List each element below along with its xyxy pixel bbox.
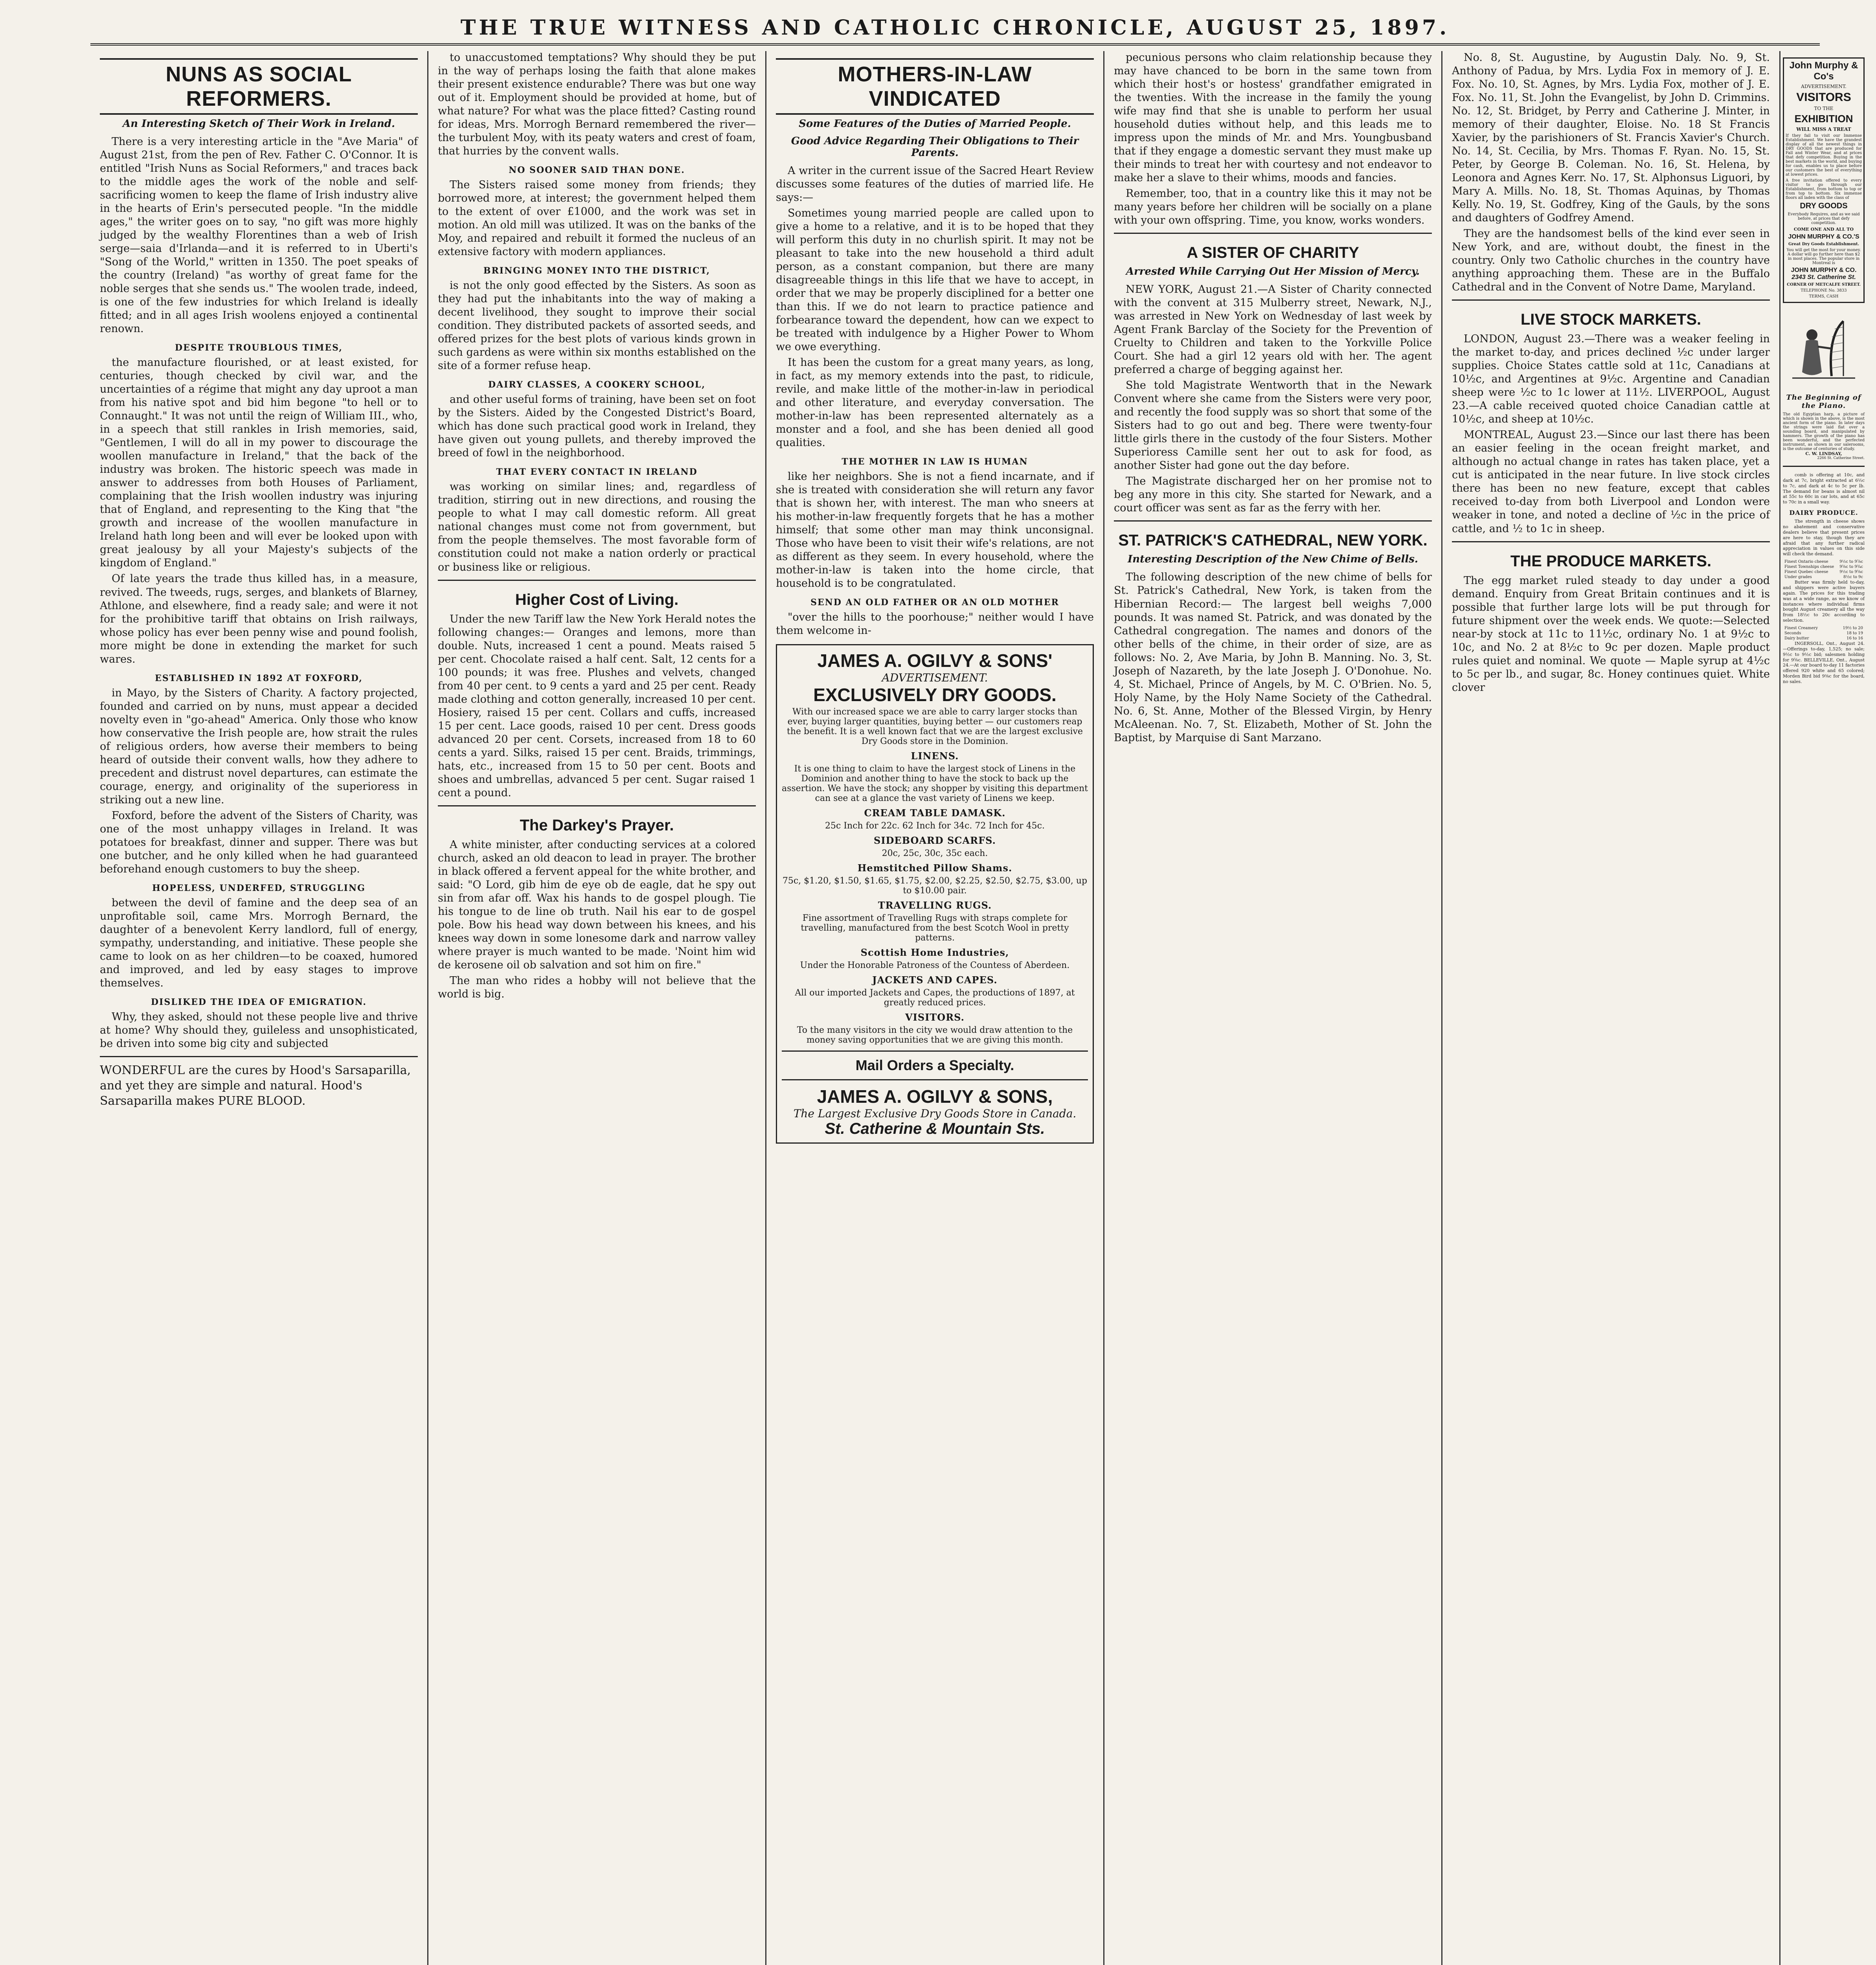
price-row <box>1783 626 1865 631</box>
article-paragraph: The Magistrate discharged her on her promise not to beg any more in this city. She started for Newark, and a court officer was sent as far as the ferry with her. <box>1114 475 1432 514</box>
ad-title: JAMES A. OGILVY & SONS' <box>817 650 1053 671</box>
dairy-produce-title: DAIRY PRODUCE. <box>1789 509 1858 517</box>
article-subtitle: Interesting Description of the New Chime of Bells. <box>1128 553 1418 566</box>
article-paragraph: Sometimes young married people are called upon to give a home to a relative, and it is to be hoped that they will perform this duty in no churlish spirit. It may not be pleasant to take into the new household a third adult person, as a constant companion, but there are many disagreeable things in this life that we have to accept, in order that we may be properly disciplined for a better one than this. If we do not learn to practice patience and forbearance toward the dependent, how can we expect to be treated with indulgence by a Higher Power to Whom we owe everything. <box>776 207 1094 353</box>
ad-text: 25c Inch for 22c. 62 Inch for 34c. 72 Inch for 45c. <box>825 821 1045 831</box>
article-paragraph: It has been the custom for a great many years, as long, in fact, as my memory extends into the past, to ridicule, revile, and make little of the mother-in-law in periodical and other literature, and everyday conversation. The mother-in-law has been represented alternately as a monster and a fool, and she has been denied all good qualities. <box>776 356 1094 449</box>
ad-dry-goods: DRY GOODS <box>1800 202 1848 210</box>
column-2 <box>428 51 766 1965</box>
ad-heading: EXCLUSIVELY DRY GOODS. <box>813 684 1057 705</box>
ad-tagline: The Largest Exclusive Dry Goods Store in Canada. <box>793 1107 1077 1120</box>
piano-signature: C. W. LINDSAY, <box>1805 451 1842 456</box>
ad-text: You will get the most for your money. A dollar will go further here than $2 in most places. The popular store in Montreal is <box>1786 248 1861 265</box>
article-paragraph: "over the hills to the poorhouse;" neither would I have them welcome in- <box>776 611 1094 637</box>
article-title-live-stock: LIVE STOCK MARKETS. <box>1520 311 1701 329</box>
divider <box>1783 466 1865 467</box>
column-3 <box>766 51 1104 1965</box>
article-paragraph: to unaccustomed temptations? Why should they be put in the way of perhaps losing the faith that alone makes their present existence endurable? There was but one way out of it. Employment should be provided at home, but of what nature? For what was the place fitted? Casting round for ideas, Mrs. Morrogh Bernard remembered the river—the turbulent Moy, with its peaty waters and crest of foam, that hurries by the convent walls. <box>438 51 756 158</box>
article-paragraph: Remember, too, that in a country like this it may not be many years before her children will be socially on a plane with your own offspring. Time, you know, works wonders. <box>1114 187 1432 227</box>
price-label: Finest Townships cheese <box>1784 565 1834 569</box>
ad-label: ADVERTISEMENT. <box>882 671 988 684</box>
cheese-price-table <box>1783 559 1865 580</box>
price-value: 9½c to 9⅞c <box>1839 560 1863 564</box>
price-value: 18 to 19 <box>1847 631 1863 636</box>
ad-subheading: TRAVELLING RUGS. <box>878 899 992 911</box>
article-title-st-patricks: ST. PATRICK'S CATHEDRAL, NEW YORK. <box>1118 532 1428 549</box>
ad-corner: CORNER OF METCALFE STREET. <box>1787 283 1861 287</box>
divider <box>438 805 756 806</box>
article-paragraph: Butter was firmly held to-day, and shippers were active buyers again. The prices for this trading was at a wide range, as we know of instances where individual firms bought August creamery all the way from 18½c to 20c according to selection. <box>1783 580 1865 623</box>
article-subtitle-2: Good Advice Regarding Their Obligations to Their Parents. <box>791 135 1079 159</box>
price-value: 9⅝c to 9¾c <box>1839 565 1863 569</box>
article-title-cost-of-living: Higher Cost of Living. <box>515 591 679 608</box>
ad-address: 2343 St. Catherine St. <box>1791 274 1856 281</box>
ad-text: To the many visitors in the city we would draw attention to the money saving opportunities that we are giving this month. <box>797 1025 1073 1045</box>
piano-title: The Beginning of the Piano. <box>1786 393 1861 410</box>
column-4 <box>1104 51 1442 1965</box>
ad-subheading: Hemstitched Pillow Shams. <box>857 862 1012 874</box>
section-heading: HOPELESS, UNDERFED, STRUGGLING <box>152 883 366 893</box>
egyptian-harp-illustration <box>1783 313 1865 384</box>
column-1 <box>90 51 428 1965</box>
article-paragraph: between the devil of famine and the deep sea of an unprofitable soil, came Mrs. Morrogh Bernard, the daughter of a benevolent Kerry landlord, full of energy, sympathy, understanding, and initiative. These people she came to look on as her children—to be coaxed, humored and improved, and led by easy stages to improve themselves. <box>100 896 418 989</box>
ad-label: ADVERTISEMENT. <box>1801 84 1847 89</box>
piano-text: The old Egyptian harp, a picture of which is shown in the above, is the most ancient form of the piano. In later days the strings were laid flat over a sounding board, and manipulated by hammers. The growth of the piano has been wonderful, and the perfected instrument, as shown in our salerooms, is the outcome of centuries of study. <box>1783 412 1865 451</box>
article-paragraph: Why, they asked, should not these people live and thrive at home? Why should they, guileless and unsophisticated, be driven into some big city and subjected <box>100 1010 418 1050</box>
section-heading: SEND AN OLD FATHER OR AN OLD MOTHER <box>810 597 1059 608</box>
article-paragraph: like her neighbors. She is not a fiend incarnate, and if she is treated with consideration she will return any favor that is shown her, with interest. The man who sneers at his mother-in-law frequently forgets that he has a mother himself; that some other man may think unconsignal. Those who have been to visit their wife's relations, are not as different as they seem. In every household, where the mother-in-law is taken into the home circle, that household is to be congratulated. <box>776 470 1094 590</box>
article-paragraph: The egg market ruled steady to day under a good demand. Enquiry from Great Britain continues and it is possible that further large lots will be put through for future shipment over the week ends. We quote:—Selected near-by stock at 11c to 11½c, ordinary No. 1 at 9½c to 10c, and No. 2 at 8½c to 9c per dozen. Maple product rules quiet and nominal. We quote — Maple syrup at 4½c to 5c per lb., and sugar, 8c. Honey continues quiet. White clover <box>1452 574 1770 694</box>
divider <box>1114 520 1432 522</box>
article-subtitle: Some Features of the Duties of Married People. <box>799 118 1071 130</box>
article-paragraph: was working on similar lines; and, regardless of tradition, stirring out in new directions, and rousing the people to what I may call domestic reform. All great national changes must come not from government, but from the people themselves. The most favorable form of constitution could not make a nation orderly or practical or business like or religious. <box>438 481 756 573</box>
section-heading: DISLIKED THE IDEA OF EMIGRATION. <box>151 997 367 1007</box>
ad-jm-name-2: JOHN MURPHY & CO. <box>1791 267 1857 274</box>
ad-jm-name: JOHN MURPHY & CO.'S <box>1788 233 1859 240</box>
article-paragraph: She told Magistrate Wentworth that in the Newark Convent where she came from the Sisters were very poor, and recently the food supply was so short that some of the Sisters had to go out and beg. There were twenty-four little girls there in the custody of the four Sisters. Mother Superioress Camille sent her out to ask for food, as another Sister had gone out the day before. <box>1114 379 1432 472</box>
butter-price-table <box>1783 626 1865 641</box>
divider <box>438 580 756 581</box>
article-paragraph: Under the new Tariff law the New York Herald notes the following changes:— Oranges and lemons, more than double. Nuts, increased 1 cent a pound. Meats raised 5 per cent. Chocolate raised a half cent. Salt, 12 cents for a 100 pounds; it was free. Plushes and velvets, changed from 40 per cent. to 9 cents a yard and 25 per cent. Ready made clothing and cotton generally, increased 10 per cent. Hosiery, raised 15 per cent. Collars and cuffs, increased 15 per cent. Lace goods, raised 10 per cent. Dress goods advanced 20 per cent. Corsets, increased from 18 to 60 cents a yard. Silks, raised 15 per cent. Braids, trimmings, hats, etc., increased from 15 to 50 per cent. Boots and shoes and umbrellas, advanced 5 per cent. Sugar raised 1 cent a pound. <box>438 613 756 799</box>
ad-subheading: CREAM TABLE DAMASK. <box>864 807 1006 819</box>
article-paragraph: The following description of the new chime of bells for St. Patrick's Cathedral, New York, is taken from the Hibernian Record:— The largest bell weighs 7,000 pounds. It was named St. Patrick, and was donated by the Cathedral congregation. The names and donors of the other bells of the chime, in their order of size, are as follows: No. 2, Ave Maria, by John B. Manning. No. 3, St. Joseph of Nazareth, by the late Joseph J. O'Donohue. No. 4, St. Michael, Prince of Angels, by M. C. O'Brien. No. 5, Holy Name, by the Holy Name Society of the Cathedral. No. 6, St. Anne, Mother of the Blessed Virgin, by Henry McAleenan. No. 7, St. Elizabeth, Mother of St. John the Baptist, by Marquise di Sant Marzano. <box>1114 571 1432 744</box>
ad-subheading: VISITORS. <box>905 1011 965 1023</box>
ad-text: If they fail to visit our Immense Establishment. We have the grandest display of all the newest things in DRY GOODS that are produced for Fall and Winter Wear, and at prices that defy competition. Buying in the best markets in the world, and buying for cash, enables us to place before our customers the best of everything at lowest prices. <box>1786 134 1862 177</box>
article-title-produce-markets: THE PRODUCE MARKETS. <box>1510 552 1712 570</box>
price-value: 9½c to 9⅝c <box>1839 570 1863 575</box>
price-row <box>1783 636 1865 641</box>
price-label: Finest Ontario cheese <box>1784 560 1828 564</box>
price-row <box>1783 569 1865 575</box>
ad-text: Everybody Requires, and as we said before, at prices that defy competition. <box>1788 212 1860 225</box>
price-label: Dairy butter <box>1784 636 1809 641</box>
masthead <box>90 16 1820 46</box>
article-paragraph: Of late years the trade thus killed has, in a measure, revived. The tweeds, rugs, serges, and blankets of Blarney, Athlone, and elsewhere, find a ready sale; and were it not for the prohibitive tariff that obtains on Irish railways, whose policy has ever been penny wise and pound foolish, more might be done in extending the market for such wares. <box>100 573 418 665</box>
ad-terms: TERMS, CASH <box>1809 294 1839 299</box>
article-title-nuns: NUNS AS SOCIAL REFORMERS. <box>100 58 418 115</box>
article-title-darkeys-prayer: The Darkey's Prayer. <box>520 816 674 834</box>
price-label: Finest Quebec cheese <box>1784 570 1828 575</box>
price-value: 8½c to 9c <box>1843 575 1863 580</box>
article-paragraph: They are the handsomest bells of the kind ever seen in New York, and are, without doubt, the finest in the country. Only two Catholic churches in the country have anything approaching them. These are in the Buffalo Cathedral and in the Convent of Notre Dame, Maryland. <box>1452 228 1770 294</box>
ad-text: All our imported Jackets and Capes, the productions of 1897, at greatly reduced prices. <box>795 988 1075 1008</box>
price-row <box>1783 564 1865 569</box>
article-paragraph: There is a very interesting article in the "Ave Maria" of August 21st, from the pen of Rev. Father C. O'Connor. It is entitled "Irish Nuns as Social Reformers," and traces back to the middle ages the work of the noble and self-sacrificing women to keep the flame of Irish industry alive in the hearts of Erin's persecuted people. "In the middle ages," the writer goes on to say, "no gift was more highly judged by the wealthy Florentines than a web of Irish serge—saia d'Irlanda—and it is referred to in Uberti's "Song of the World," written in 1350. The poet speaks of the country (Ireland) "as worthy of great fame for the noble serges that she sends us." The woolen trade, indeed, is one of the few industries for which Ireland is ideally fitted; and in all ages Irish woolens enjoyed a continental renown. <box>100 136 418 335</box>
article-paragraph: and other useful forms of training, have been set on foot by the Sisters. Aided by the Congested District's Board, which has done such practical good work in Ireland, they have given out young pullets, and thereby improved the breed of fowl in the neighborhood. <box>438 393 756 459</box>
article-paragraph: Foxford, before the advent of the Sisters of Charity, was one of the most unhappy villages in Ireland. It was potatoes for breakfast, dinner and supper. There was but one butcher, and he only killed when he had guaranteed beforehand enough customers to buy the sheep. <box>100 809 418 875</box>
article-paragraph: pecunious persons who claim relationship because they may have chanced to be born in the same town from which their host's or hostess' grandfather emigrated in the twenties. With the increase in the family the young wife may find that she is unable to perform her usual household duties without help, and this leads me to impress upon the minds of Mr. and Mrs. Youngbusband that if they engage a domestic servant they must make up their minds to treat her with courtesy and not endeavor to make her a slave to their whims, moods and fancies. <box>1114 51 1432 184</box>
piano-address: 2266 St. Catherine Street. <box>1817 456 1865 460</box>
divider <box>782 1079 1088 1080</box>
divider <box>1114 233 1432 234</box>
ad-subheading: JACKETS AND CAPES. <box>872 974 998 986</box>
ad-text: It is one thing to claim to have the largest stock of Linens in the Dominion and another thing to have the stock to back up the assertion. We have the stock; any shopper by visiting this department can see at a glance the vast variety of Linens we keep. <box>782 764 1088 803</box>
article-paragraph: A white minister, after conducting services at a colored church, asked an old deacon to lead in prayer. The brother in black offered a fervent appeal for the white brother, and said: "O Lord, gib him de eye ob de eagle, dat he spy out sin from afar off. Wax his hands to de gospel plough. Tie his tongue to de line ob truth. Nail his ear to de gospel pole. Bow his head way down between his knees, and his knees way down in some lonesome dark and narrow valley where prayer is much wanted to be made. 'Noint him wid de kerosene oil ob salvation and sot him on fire." <box>438 838 756 971</box>
article-paragraph: INGERSOLL, Ont., August 24.—Offerings to-day, 1,525; no sale; 9½c to 9½c bid; salesmen holding for 9⅝c. BELLEVILLE, Ont., August 24.—At our board to-day 11 factories offered 920 white and 65 colored; Morden Bird bid 9⅜c for the board, no sales. <box>1783 641 1865 685</box>
ad-text: 75c, $1.20, $1.50, $1.65, $1.75, $2.00, $2.25, $2.50, $2.75, $3.00, up to $10.00 pair. <box>782 876 1088 896</box>
ad-text: Fine assortment of Travelling Rugs with straps complete for travelling, manufactured from the best Scotch Wool in pretty patterns. <box>801 913 1069 943</box>
article-paragraph: the manufacture flourished, or at least existed, for centuries, though checked by civil war, and the uncertainties of a régime that might any day uproot a man from his native spot and bid him begone "to hell or to Connaught." It was not until the reign of William III., who, in a speech that still rankles in Irish memories, said, "Gentlemen, I will do all in my power to discourage the woollen manufacture in Ireland," that the back of the industry was broken. The historic speech was made in answer to addresses from both Houses of Parliament, complaining that the Irish woollen industry was injuring that of England, and representing to the King that "the growth and increase of the woollen manufacture in Ireland hath long been and will ever be looked upon with great jealousy by all your Majesty's subjects of the kingdom of England." <box>100 356 418 569</box>
price-value: 19½ to 20 <box>1843 626 1863 631</box>
ogilvy-advertisement <box>776 644 1094 1144</box>
price-row <box>1783 631 1865 636</box>
divider <box>100 1056 418 1057</box>
article-paragraph: comb is offering at 10c, and dark at 7c, bright extracted at 6½c to 7c, and dark at 4c to 5c per lb. The demand for beans is almost nil at 55c to 60c in car lots, and at 65c to 70c in a small way. <box>1783 472 1865 505</box>
divider <box>782 1050 1088 1052</box>
article-paragraph: LONDON, August 23.—There was a weaker feeling in the market to-day, and prices declined ½c under larger supplies. Choice States cattle sold at 11c, Canadians at 10½c, and Argentines at 9½c. Argentine and Canadian sheep were ½c to 1c lower at 11½. LIVERPOOL, August 23.—A cable received quoted choice Canadian cattle at 10½c, and sheep at 10½c. <box>1452 333 1770 426</box>
ad-company-name: JAMES A. OGILVY & SONS, <box>817 1086 1053 1107</box>
section-heading: THAT EVERY CONTACT IN IRELAND <box>496 467 698 477</box>
ad-telephone: TELEPHONE No. 3833 <box>1801 288 1847 293</box>
article-paragraph: The Sisters raised some money from friends; they borrowed more, at interest; the government helped them to the extent of over £1000, and the work was set in motion. An old mill was utilized. It was on the banks of the Moy, and repaired and rebuilt it formed the nucleus of an extensive factory with modern appliances. <box>438 179 756 258</box>
article-subtitle-nuns: An Interesting Sketch of Their Work in Ireland. <box>122 118 395 130</box>
divider <box>1452 541 1770 542</box>
divider <box>1452 299 1770 301</box>
ad-text: Under the Honorable Patroness of the Countess of Aberdeen. <box>800 960 1070 970</box>
ad-address: St. Catherine & Mountain Sts. <box>825 1120 1045 1137</box>
ad-subheading: SIDEBOARD SCARFS. <box>874 834 996 846</box>
article-paragraph: is not the only good effected by the Sisters. As soon as they had put the inhabitants into the way of making a decent livelihood, they sought to improve their social condition. They distributed packets of assorted seeds, and offered prizes for the best plots of various kinds grown in such gardens as were within six months established on the site of a former refuse heap. <box>438 279 756 372</box>
section-heading: NO SOONER SAID THAN DONE. <box>509 165 685 176</box>
ad-mail-orders: Mail Orders a Specialty. <box>855 1057 1014 1073</box>
ad-miss-treat: WILL MISS A TREAT <box>1796 127 1851 132</box>
article-paragraph: MONTREAL, August 23.—Since our last there has been an easier feeling in the ocean freight market, and although no actual change in rates has taken place, yet a cut is anticipated in the near future. In live stock circles there has been no new feature, except that cables received to-day from both Liverpool and London were weaker in tone, and noted a decline of ½c in the price of cattle, and ½ to 1c in sheep. <box>1452 429 1770 535</box>
section-heading: ESTABLISHED IN 1892 AT FOXFORD, <box>155 673 363 683</box>
section-heading: THE MOTHER IN LAW IS HUMAN <box>842 457 1028 467</box>
masthead-title: THE TRUE WITNESS AND CATHOLIC CHRONICLE, AUGUST 25, 1897. <box>460 16 1450 40</box>
john-murphy-advertisement <box>1783 57 1865 303</box>
ad-exhibition: EXHIBITION <box>1794 113 1853 125</box>
ad-text: 20c, 25c, 30c, 35c each. <box>882 848 988 858</box>
price-row <box>1783 575 1865 580</box>
price-value: 16 to 16 <box>1847 636 1863 641</box>
column-5 <box>1442 51 1780 1965</box>
article-paragraph: The man who rides a hobby will not believe that the world is big. <box>438 974 756 1000</box>
ad-text: A free invitation offered to every visitor to go through our Establishment, from bottom to top or from top to bottom. Six immense floors all laden with the class of <box>1786 178 1862 200</box>
article-subtitle: Arrested While Carrying Out Her Mission of Mercy. <box>1126 266 1420 278</box>
ad-text: With our increased space we are able to carry larger stocks than ever, buying larger quantities, buying better — our customers reap the benefit. It is a well known fact that we are the largest exclusive Dry Goods store in the Dominion. <box>787 707 1083 746</box>
price-label: Finest Creamery <box>1784 626 1818 631</box>
article-paragraph: NEW YORK, August 21.—A Sister of Charity connected with the convent at 315 Mulberry street, Newark, N.J., was arrested in New York on Wednesday of last week by Agent Frank Barclay of the Society for the Prevention of Cruelty to Children and taken to the Yorkville Police Court. She had a girl 12 years old with her. The agent preferred a charge of begging against her. <box>1114 283 1432 376</box>
ad-company-name: John Murphy & Co's <box>1789 60 1858 82</box>
article-paragraph: No. 8, St. Augustine, by Augustin Daly. No. 9, St. Anthony of Padua, by Mrs. Lydia Fox in memory of J. E. Fox. No. 10, St. Agnes, by Mrs. Lydia Fox, mother of J. E. Fox. No. 11, St. John the Evangelist, by John D. Crimmins. No. 12, St. Bridget, by Perry and Catherine J. Minter, in memory of their daughter, Eloise. No. 18 St Francis Xavier, by the parishioners of St. Francis Xavier's Church. No. 14, St. Cecilia, by Mrs. Thomas F. Ryan. No. 15, St. Peter, by George B. Coleman. No. 16, St. Helena, by Leonora and Agnes Kerr. No. 17, St. Alphonsus Liguori, by Mary A. Mills. No. 18, St. Thomas Aquinas, by Thomas Kelly. No. 19, St. Godfrey, King of the Gauls, by the sons and daughters of Godfrey Amend. <box>1452 51 1770 224</box>
hoods-sarsaparilla-ad: WONDERFUL are the cures by Hood's Sarsaparilla, and yet they are simple and natural. Hood's Sarsaparilla makes PURE BLOOD. <box>100 1063 411 1108</box>
price-row <box>1783 559 1865 564</box>
price-label: Seconds <box>1784 631 1801 636</box>
ad-great: Great Dry Goods Establishment. <box>1788 242 1859 246</box>
ad-subheading: LINENS. <box>911 750 959 762</box>
article-title-mothers-in-law: MOTHERS-IN-LAW VINDICATED <box>776 58 1094 115</box>
price-label: Under grades <box>1784 575 1812 580</box>
article-paragraph: in Mayo, by the Sisters of Charity. A factory projected, founded and carried on by nuns, must appear a decided novelty even in "go-ahead" America. Only those who know how conservative the Irish people are, how strait the rules of religious orders, how averse their members to being heard of outside their convent walls, how they adhere to precedent and distrust novel departures, can estimate the courage, energy, and originality of the superioress in striking out a new line. <box>100 687 418 806</box>
article-paragraph: A writer in the current issue of the Sacred Heart Review discusses some features of the duties of married life. He says:— <box>776 165 1094 204</box>
ad-visitors: VISITORS <box>1796 91 1851 104</box>
section-heading: DAIRY CLASSES, A COOKERY SCHOOL, <box>488 380 706 390</box>
ad-to-the: TO THE <box>1814 106 1834 111</box>
article-paragraph: The strength in cheese shows no abatement and conservative dealers believe that present prices are here to stay, though they are afraid that any further radical appreciation in values on this side will check the demand. <box>1783 519 1865 557</box>
section-heading: BRINGING MONEY INTO THE DISTRICT, <box>483 266 711 276</box>
column-6 <box>1780 51 1867 1965</box>
ad-subheading: Scottish Home Industries, <box>860 946 1009 958</box>
ad-come-one: COME ONE AND ALL TO <box>1793 227 1854 232</box>
article-title-sister-of-charity: A SISTER OF CHARITY <box>1187 244 1359 262</box>
section-heading: DESPITE TROUBLOUS TIMES, <box>175 343 343 353</box>
